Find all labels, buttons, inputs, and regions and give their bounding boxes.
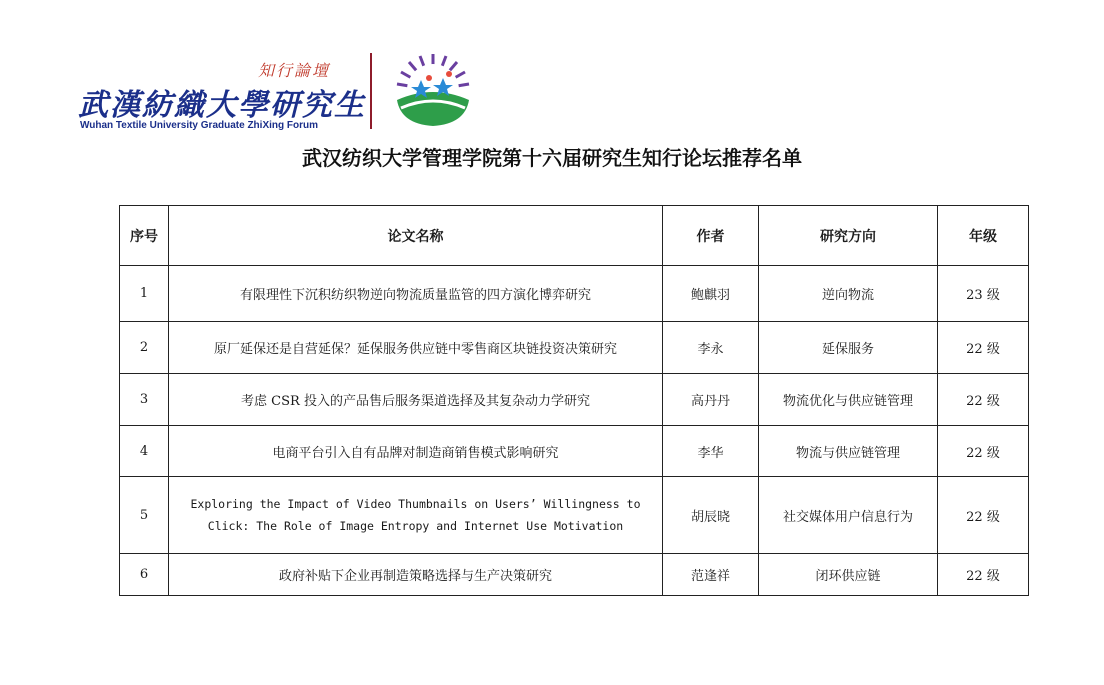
cell-paper: 原厂延保还是自营延保？延保服务供应链中零售商区块链投资决策研究 <box>169 322 663 374</box>
cell-no: 5 <box>120 477 169 554</box>
cell-author: 鲍麒羽 <box>663 266 759 322</box>
cell-grade: 22 级 <box>938 426 1029 477</box>
cell-grade: 22 级 <box>938 554 1029 596</box>
table-row <box>120 266 1029 322</box>
table-row <box>120 322 1029 374</box>
forum-motto: 知行論壇 <box>258 61 331 80</box>
cell-author: 李永 <box>663 322 759 374</box>
cell-no: 4 <box>120 426 169 477</box>
cell-field: 社交媒体用户信息行为 <box>759 477 938 554</box>
cell-field: 物流优化与供应链管理 <box>759 374 938 426</box>
cell-grade: 22 级 <box>938 374 1029 426</box>
header-author: 作者 <box>663 206 759 266</box>
header-paper: 论文名称 <box>169 206 663 266</box>
header-divider <box>370 53 372 129</box>
cell-grade: 22 级 <box>938 477 1029 554</box>
cell-field: 物流与供应链管理 <box>759 426 938 477</box>
table-row <box>120 554 1029 596</box>
cell-paper: 电商平台引入自有品牌对制造商销售模式影响研究 <box>169 426 663 477</box>
table-row <box>120 477 1029 554</box>
header-grade: 年级 <box>938 206 1029 266</box>
university-name-cn: 武漢紡織大學研究生 <box>78 88 366 123</box>
cell-field: 延保服务 <box>759 322 938 374</box>
table-header-row <box>120 206 1029 266</box>
cell-paper: Exploring the Impact of Video Thumbnails on Users’ Willingness to Click: The Role of Image Entropy and Internet Use Motivation <box>169 477 663 554</box>
cell-no: 2 <box>120 322 169 374</box>
table-row <box>120 426 1029 477</box>
cell-author: 李华 <box>663 426 759 477</box>
cell-paper: 考虑 CSR 投入的产品售后服务渠道选择及其复杂动力学研究 <box>169 374 663 426</box>
header-no: 序号 <box>120 206 169 266</box>
forum-header <box>0 0 1104 140</box>
cell-paper: 政府补贴下企业再制造策略选择与生产决策研究 <box>169 554 663 596</box>
cell-paper: 有限理性下沉积纺织物逆向物流质量监管的四方演化博弈研究 <box>169 266 663 322</box>
cell-no: 1 <box>120 266 169 322</box>
cell-grade: 23 级 <box>938 266 1029 322</box>
page-title: 武汉纺织大学管理学院第十六届研究生知行论坛推荐名单 <box>302 146 802 170</box>
cell-no: 3 <box>120 374 169 426</box>
cell-no: 6 <box>120 554 169 596</box>
cell-author: 范逢祥 <box>663 554 759 596</box>
table-row <box>120 374 1029 426</box>
cell-field: 闭环供应链 <box>759 554 938 596</box>
header-field: 研究方向 <box>759 206 938 266</box>
forum-logo-icon <box>393 50 473 130</box>
cell-author: 胡辰晓 <box>663 477 759 554</box>
recommendation-table <box>119 205 1029 596</box>
forum-name-en: Wuhan Textile University Graduate ZhiXing Forum <box>80 120 318 131</box>
cell-grade: 22 级 <box>938 322 1029 374</box>
cell-field: 逆向物流 <box>759 266 938 322</box>
cell-author: 高丹丹 <box>663 374 759 426</box>
